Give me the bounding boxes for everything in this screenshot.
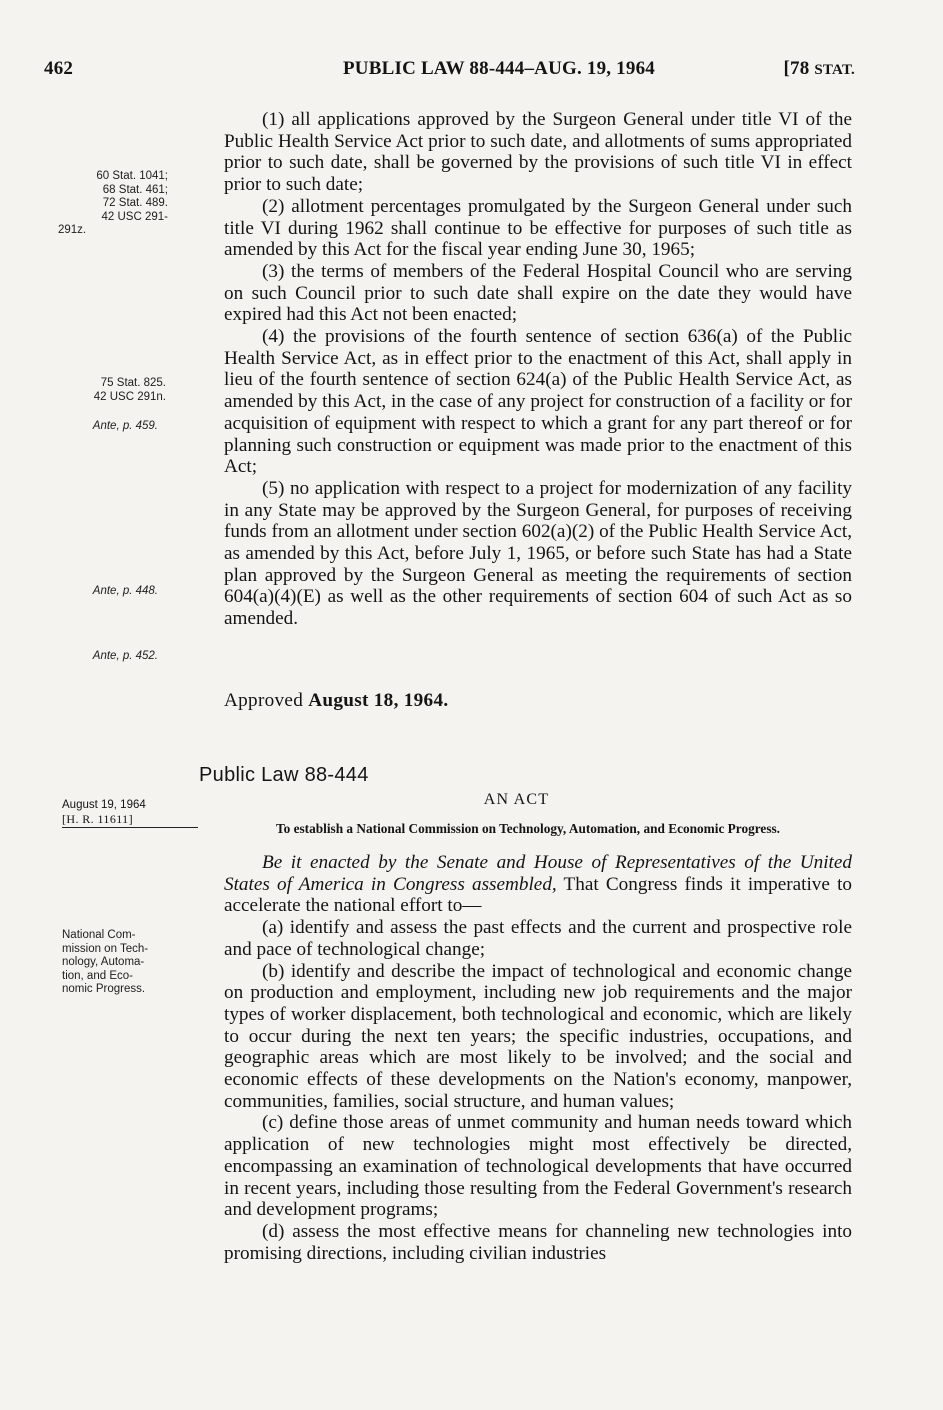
margin-note-line: 68 Stat. 461; [102,183,168,196]
statute-volume: [78 [783,58,815,79]
section-commission [224,852,852,1264]
enactment-text: That Congress finds it imperative to accelerate the national effort to— [224,873,852,917]
enacting-clause: Be it enacted by the Senate and House of Representatives of the United States of America in Congress assembled, [224,852,852,895]
margin-note-line: 75 Stat. 825. [100,377,166,389]
page-number: 462 [44,58,74,79]
running-title: PUBLIC LAW 88-444–AUG. 19, 1964 [343,58,655,79]
page-header [0,58,943,88]
divider-rule [62,827,198,828]
margin-note-line: nomic Progress. [62,983,146,995]
margin-note-line: mission on Tech- [62,942,149,955]
margin-note-line: Ante, p. 448. [92,585,158,597]
paragraph: (d) assess the most effective means for channeling new technologies into promising directions, including civilian industries [224,1220,852,1264]
statute-reference [784,58,856,80]
statute-word: STAT. [814,62,855,78]
margin-note-ante-452 [50,650,158,664]
margin-note-ante-459 [50,420,158,434]
margin-note-ante-448 [50,585,158,599]
paragraph: (2) allotment percentages promulgated by the Surgeon General under such title VI during 1962 shall continue to be effective for purposes of such title as amended by this Act for the fiscal year ending June 30, 1965; [224,195,852,261]
margin-note-line: 291z. [58,224,87,236]
law-date-note [62,799,146,826]
approved-date: August 18, 1964. [308,690,449,711]
margin-note-line: Ante, p. 452. [92,650,158,662]
margin-note-line: tion, and Eco- [62,969,133,982]
enactment-paragraph [224,852,852,917]
paragraph: (1) all applications approved by the Surgeon General under title VI of the Public Health Service Act prior to such date, and allotments of sums appropriated prior to such date, shall be governed by the provisions of such title VI in effect prior to such date; [224,109,852,196]
margin-note-line: 60 Stat. 1041; [96,170,168,182]
margin-note-line: nology, Automa- [62,956,145,968]
law-date: August 19, 1964 [62,799,146,811]
an-act-heading: AN ACT [483,791,550,808]
margin-note-statutes [50,170,168,238]
law-title: Public Law 88-444 [199,764,369,786]
margin-note-line: 42 USC 291n. [93,390,166,403]
margin-note-commission [62,929,182,997]
section-provisions [224,109,852,630]
approved-label: Approved [224,690,309,711]
act-purpose: To establish a National Commission on Technology, Automation, and Economic Progress. [275,821,780,836]
margin-note-line: National Com- [62,929,136,941]
paragraph: (b) identify and describe the impact of technological and economic change on production and employment, including new job requirements and the major types of worker displacement, both technological and economic, which are likely to occur during the next ten years; the specific industries, occupations, and geographic areas which are most likely to be involved; and the social and economic effects of these developments on the Nation's economy, manpower, communities, families, social structure, and human values; [224,960,852,1112]
paragraph: (c) define those areas of unmet community and human needs toward which application of new technologies might most effectively be directed, encompassing an examination of technological developments that have occurred in recent years, including those resulting from the Federal Government's research and development programs; [224,1112,852,1221]
paragraph: (5) no application with respect to a project for modernization of any facility in any State may be approved by the Surgeon General, for purposes of receiving funds from an allotment under section 602(a)(2) of the Public Health Service Act, as amended by this Act, before July 1, 1965, or before such State has had a State plan approved by the Surgeon General as meeting the requirements of section 604(a)(4)(E) as well as the other requirements of section 604 of such Act as so amended. [224,477,852,630]
margin-note-line: 42 USC 291- [101,210,168,223]
house-resolution-number: [H. R. 11611] [62,811,133,826]
approval-line [224,690,448,712]
margin-note-line: Ante, p. 459. [92,420,158,432]
margin-note-line: 72 Stat. 489. [102,197,168,209]
paragraph: (a) identify and assess the past effects and the current and prospective role and pace of technological change; [224,917,852,960]
paragraph: (3) the terms of members of the Federal Hospital Council who are serving on such Council prior to such date shall expire on the date they would have expired had this Act not been enacted; [224,260,852,326]
paragraph: (4) the provisions of the fourth sentence of section 636(a) of the Public Health Service Act, as in effect prior to the enactment of this Act, shall apply in lieu of the fourth sentence of section 624(a) of the Public Health Service Act, as amended by this Act, in the case of any project for construction of a facility or for acquisition of equipment with respect to which a grant for any part thereof or for planning such construction or equipment was made prior to the enactment of this Act; [224,326,852,478]
margin-note-usc [50,377,166,404]
